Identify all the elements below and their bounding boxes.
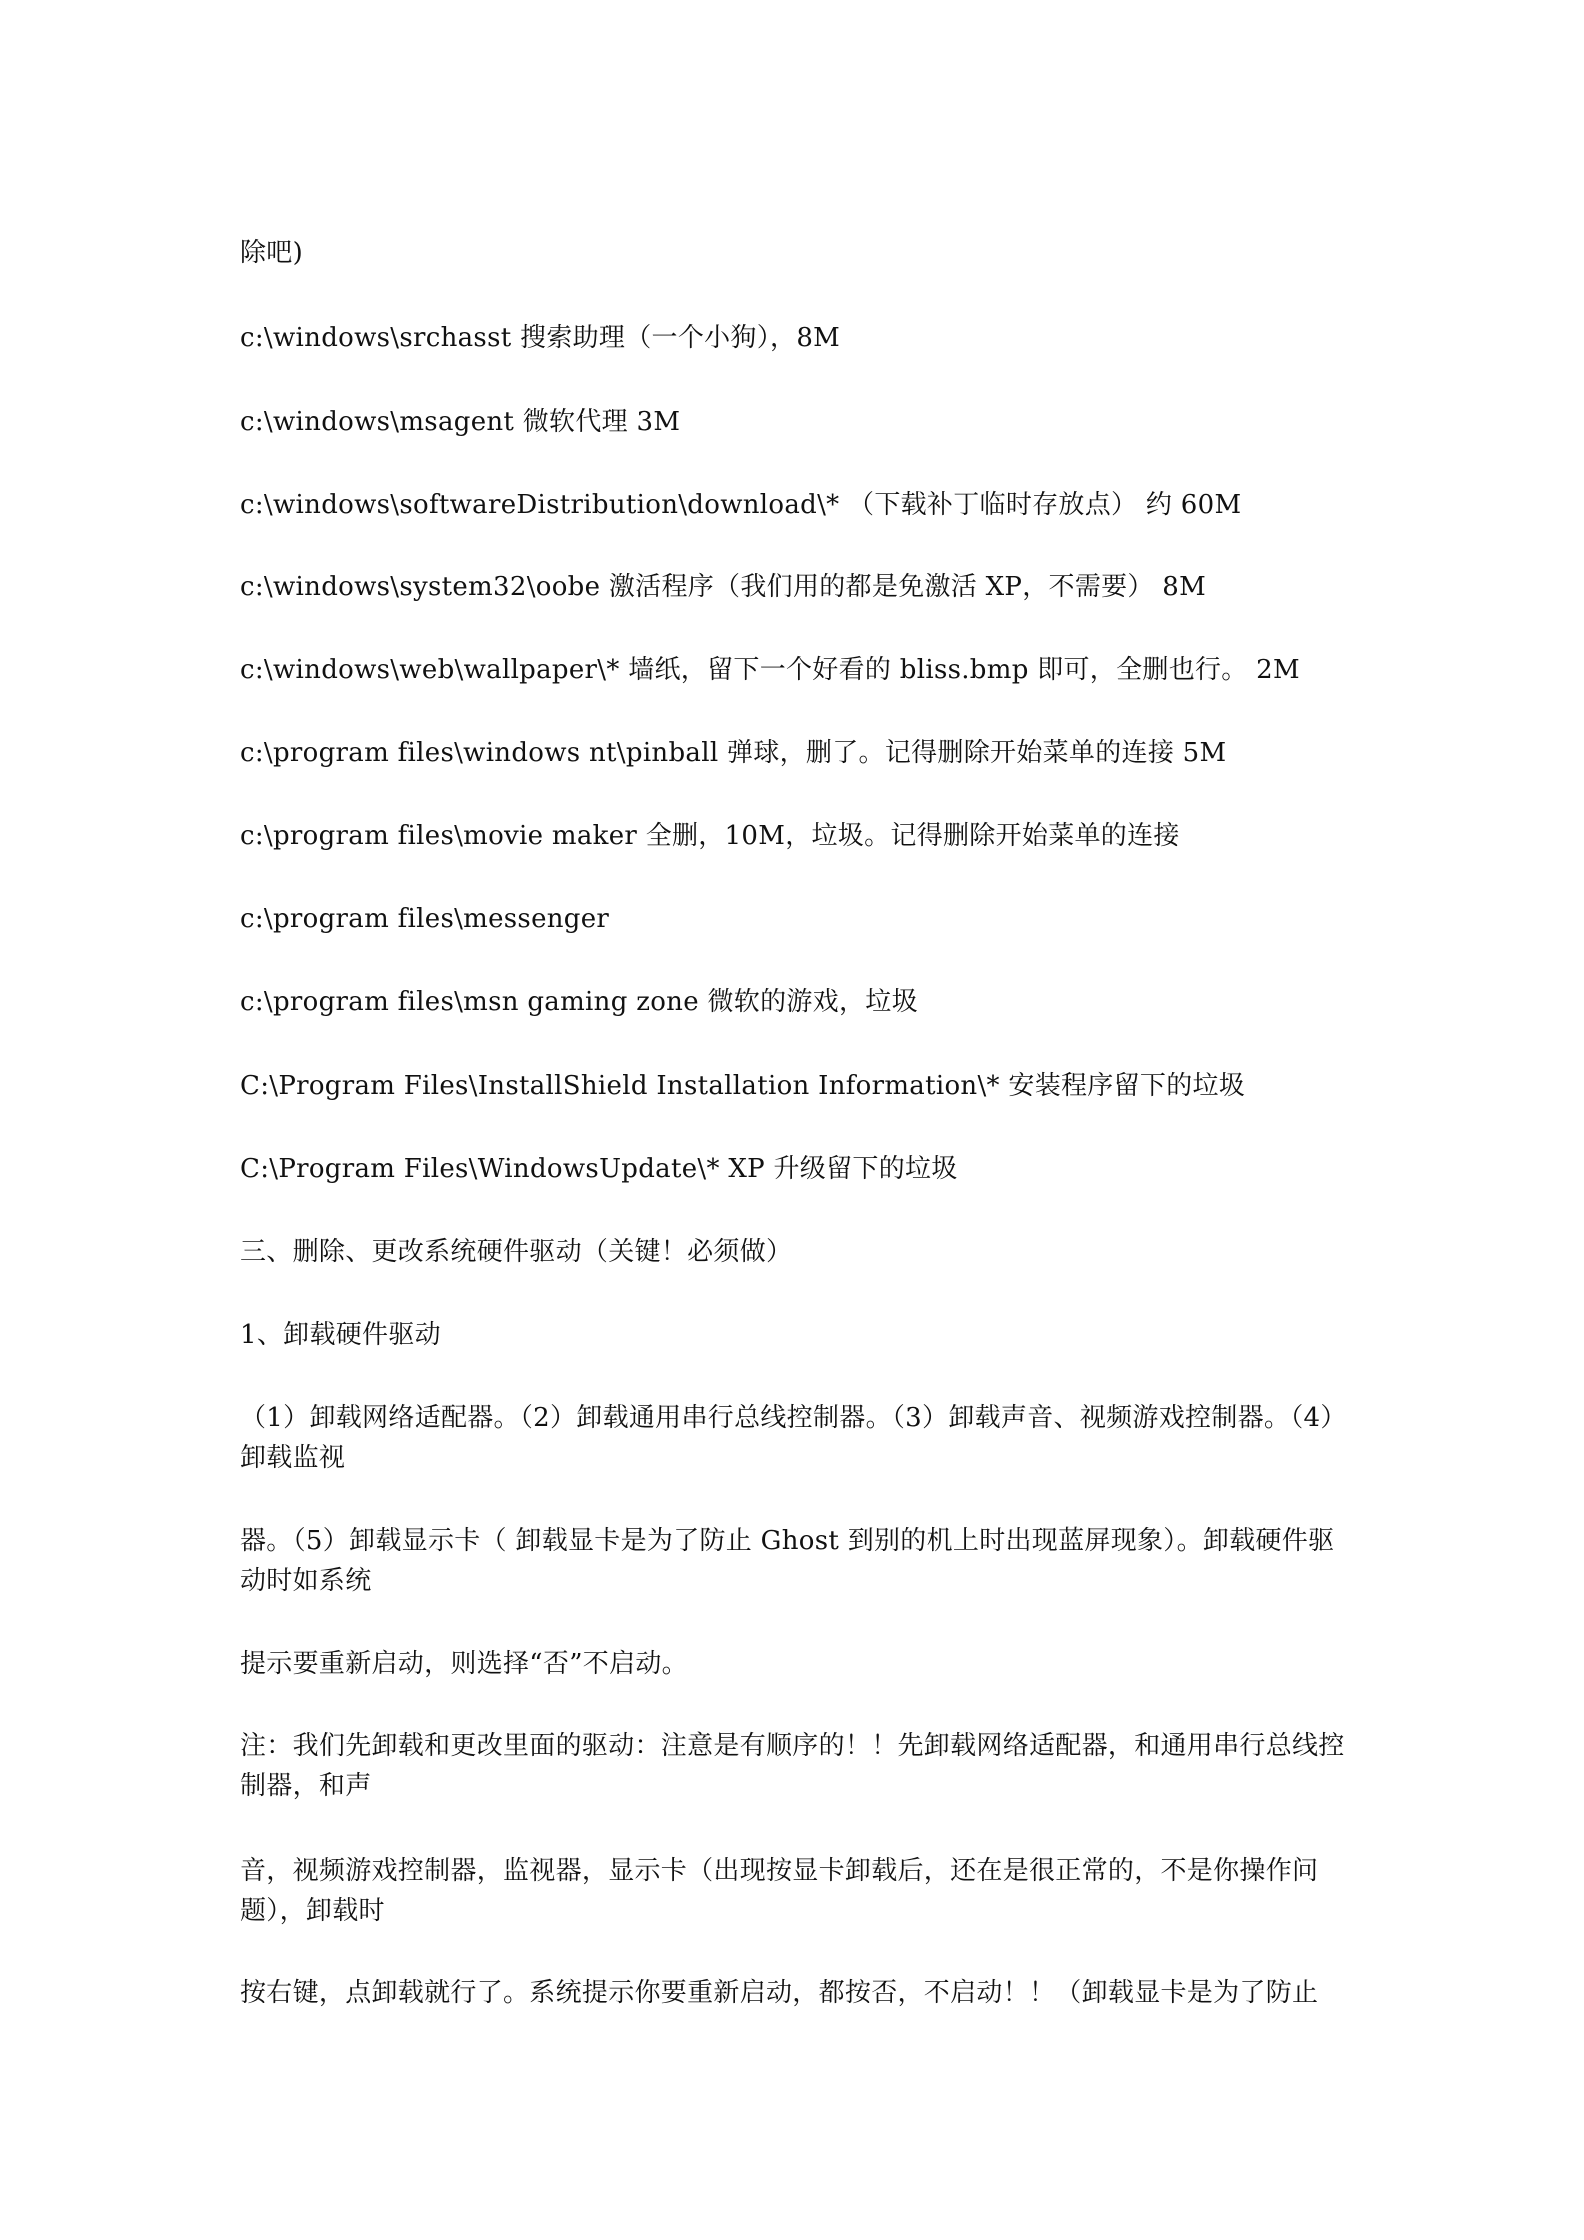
text-line-installshield: C:\Program Files\InstallShield Installation Information\* 安装程序留下的垃圾 <box>240 1071 1246 1101</box>
text-line-srchasst: c:\windows\srchasst 搜索助理（一个小狗），8M <box>240 323 841 353</box>
paragraph-right-click: 按右键，点卸载就行了。系统提示你要重新启动，都按否，不启动！！（卸载显卡是为了防止 <box>240 1978 1319 2008</box>
section-heading: 三、删除、更改系统硬件驱动（关键！必须做） <box>240 1237 793 1267</box>
paragraph-uninstall-list: （1）卸载网络适配器。（2）卸载通用串行总线控制器。（3）卸载声音、视频游戏控制器。（4）卸载监视 <box>240 1403 1347 1473</box>
text-line-messenger: c:\program files\messenger <box>240 904 610 934</box>
paragraph-uninstall-display-card: 器。（5）卸载显示卡（ 卸载显卡是为了防止 Ghost 到别的机上时出现蓝屏现象）。卸载硬件驱动时如系统 <box>240 1526 1335 1596</box>
paragraph-note: 注：我们先卸载和更改里面的驱动：注意是有顺序的！！先卸载网络适配器，和通用串行总线控制器，和声 <box>240 1731 1345 1801</box>
text-line-software-distribution: c:\windows\softwareDistribution\download\* （下载补丁临时存放点） 约 60M <box>240 490 1242 520</box>
paragraph-order-details: 音，视频游戏控制器，监视器，显示卡（出现按显卡卸载后，还在是很正常的，不是你操作问题），卸载时 <box>240 1856 1319 1926</box>
text-line-movie-maker: c:\program files\movie maker 全删，10M，垃圾。记得删除开始菜单的连接 <box>240 821 1180 851</box>
text-line-pinball: c:\program files\windows nt\pinball 弹球，删了。记得删除开始菜单的连接 5M <box>240 738 1227 768</box>
subsection-heading: 1、卸载硬件驱动 <box>240 1320 441 1350</box>
text-line-wallpaper: c:\windows\web\wallpaper\* 墙纸，留下一个好看的 bliss.bmp 即可，全删也行。 2M <box>240 655 1300 685</box>
text-line-msagent: c:\windows\msagent 微软代理 3M <box>240 407 681 437</box>
text-line-oobe: c:\windows\system32\oobe 激活程序（我们用的都是免激活 XP，不需要） 8M <box>240 572 1207 602</box>
paragraph-restart-prompt: 提示要重新启动，则选择“否”不启动。 <box>240 1649 688 1679</box>
text-line-windows-update: C:\Program Files\WindowsUpdate\* XP 升级留下的垃圾 <box>240 1154 958 1184</box>
text-line-msn-gaming-zone: c:\program files\msn gaming zone 微软的游戏，垃圾 <box>240 987 918 1017</box>
text-line-continuation: 除吧) <box>240 238 304 268</box>
